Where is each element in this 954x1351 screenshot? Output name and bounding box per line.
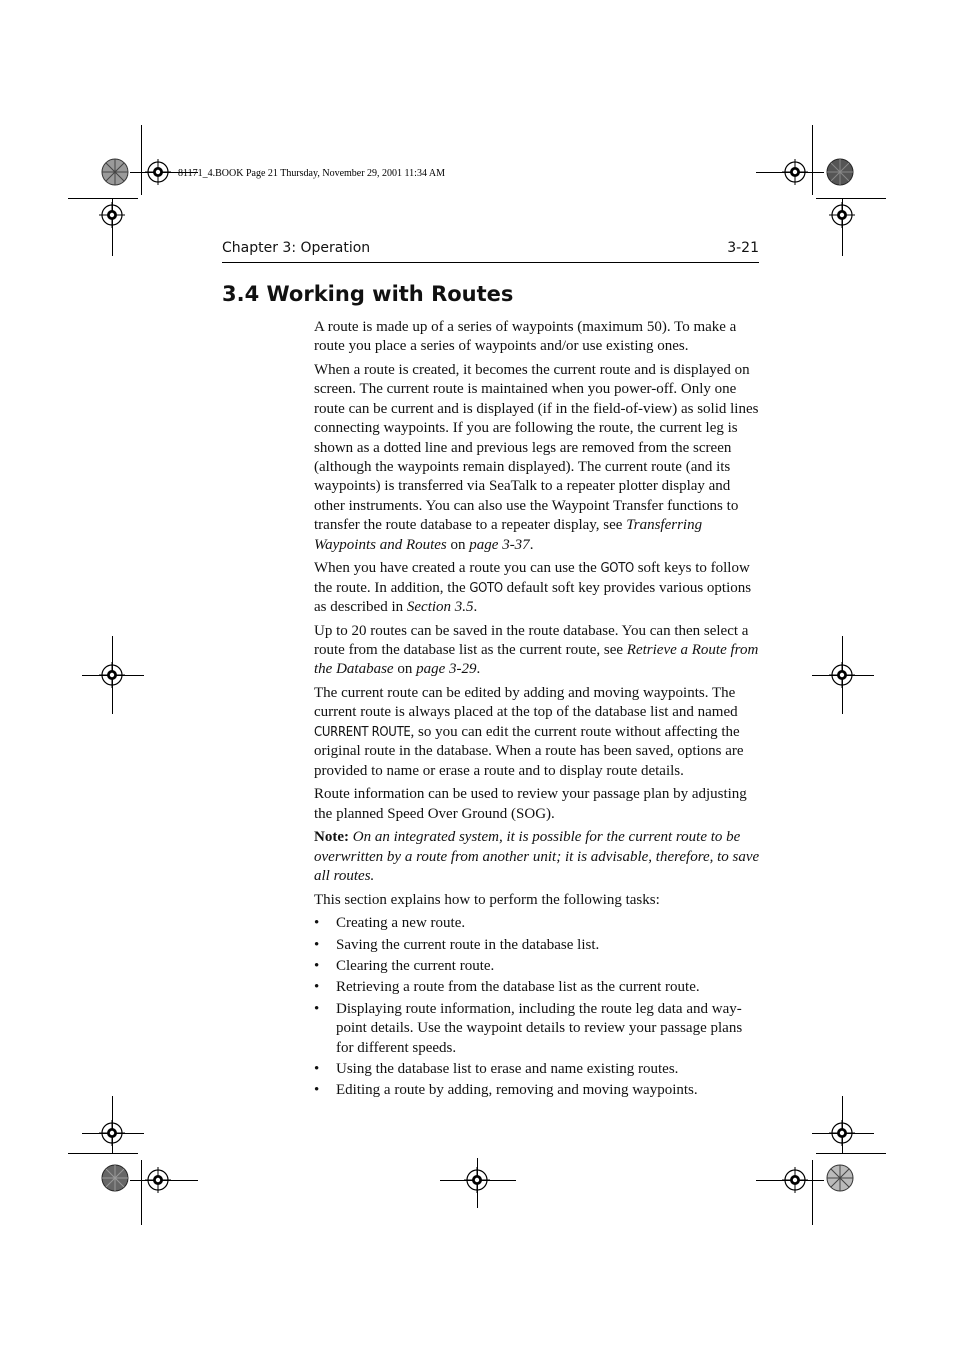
crop-mark [68,198,138,199]
registration-mark-icon [782,1167,808,1193]
note-text: On an integrated system, it is possible for the current route to be overwritten by a route from another unit; it is advisable, therefore, to save all routes. [314,829,760,885]
route-name-label: CURRENT ROUTE [314,724,411,740]
section-title: 3.4 Working with Routes [222,282,514,306]
cross-reference-link[interactable]: Retrieve a Route from the Database [314,642,759,678]
paragraph: This section explains how to perform the following tasks: [314,891,660,908]
bullet-icon: • [314,915,320,932]
paragraph: Route information can be used to review your passage plan by adjusting the planned Speed Over Ground (SOG). [314,786,747,822]
page-reference-link[interactable]: page 3-37 [469,536,530,553]
bullet-icon: • [314,979,320,996]
paragraph: Up to 20 routes can be saved in the route database. You can then select a route from the database list as the current route, see Retrieve a Route from the Database on page 3-29. [314,622,759,678]
bullet-icon: • [314,1000,320,1017]
list-item: • Editing a route by adding, removing and moving waypoints. [314,1081,760,1100]
note-label: Note: [314,829,349,846]
registration-mark-icon [829,1120,855,1146]
paragraph: When you have created a route you can use the GOTO soft keys to follow the route. In addition, the GOTO default soft key provides various options as described in Section 3.5. [314,560,752,616]
section-reference-link[interactable]: Section 3.5 [406,599,474,616]
registration-mark-icon [145,159,171,185]
registration-mark-icon [829,662,855,688]
chapter-title: Chapter 3: Operation [222,240,371,256]
density-rosette-icon [826,1164,854,1192]
density-rosette-icon [101,1164,129,1192]
crop-mark [816,198,886,199]
cross-reference-link[interactable]: Transferring Waypoints and Routes [314,517,703,553]
registration-mark-icon [782,159,808,185]
density-rosette-icon [101,158,129,186]
running-header [222,240,759,263]
body-text [314,318,760,1103]
bullet-icon: • [314,1082,320,1099]
page-number: 3-21 [727,240,759,256]
density-rosette-icon [826,158,854,186]
page-reference-link[interactable]: page 3-29 [416,661,477,678]
list-item: • Retrieving a route from the database list as the current route. [314,978,760,997]
registration-mark-icon [464,1167,490,1193]
list-item: • Creating a new route. [314,914,760,933]
softkey-label: GOTO [469,580,503,596]
registration-mark-icon [99,662,125,688]
bullet-icon: • [314,1060,320,1077]
paragraph: A route is made up of a series of waypoints (maximum 50). To make a route you place a series of waypoints and/or use existing ones. [314,319,737,355]
task-list [314,914,760,1101]
crop-mark [68,1153,138,1154]
crop-mark [812,1160,813,1225]
list-item: • Clearing the current route. [314,957,760,976]
list-item: • Displaying route information, including the route leg data and way-point details. Use the waypoint details to review your passage plans for different speeds. [314,1000,743,1056]
registration-mark-icon [145,1167,171,1193]
crop-mark [141,125,142,195]
registration-mark-icon [99,202,125,228]
print-info: 81171_4.BOOK Page 21 Thursday, November 29, 2001 11:34 AM [178,168,446,179]
registration-mark-icon [99,1120,125,1146]
registration-mark-icon [829,202,855,228]
paragraph: The current route can be edited by adding and moving waypoints. The current route is always placed at the top of the database list and named CURRENT ROUTE, so you can edit the current route without affecting the original route in the database. When a route has been saved, options are provided to name or erase a route and to display route details. [314,685,744,779]
bullet-icon: • [314,957,320,974]
paragraph: When a route is created, it becomes the current route and is displayed on screen. The current route is maintained when you power-off. Only one route can be current and is displayed (if in the field-of-view) as solid lines connecting waypoints. If you are following the route, the current leg is shown as a dotted line and previous legs are removed from the screen (although the waypoints remain displayed). The current route (and its waypoints) is transferred via SeaTalk to a repeater plotter display and other instruments. You can also use the Waypoint Transfer functions to transfer the route database to a repeater display, see Transferring Waypoints and Routes on page 3-37. [314,362,759,553]
softkey-label: GOTO [600,561,634,577]
crop-mark [816,1153,886,1154]
list-item: • Using the database list to erase and name existing routes. [314,1060,760,1079]
crop-mark [141,1160,142,1225]
list-item: • Saving the current route in the database list. [314,936,760,955]
bullet-icon: • [314,936,320,953]
note [314,828,760,886]
crop-mark [812,125,813,195]
